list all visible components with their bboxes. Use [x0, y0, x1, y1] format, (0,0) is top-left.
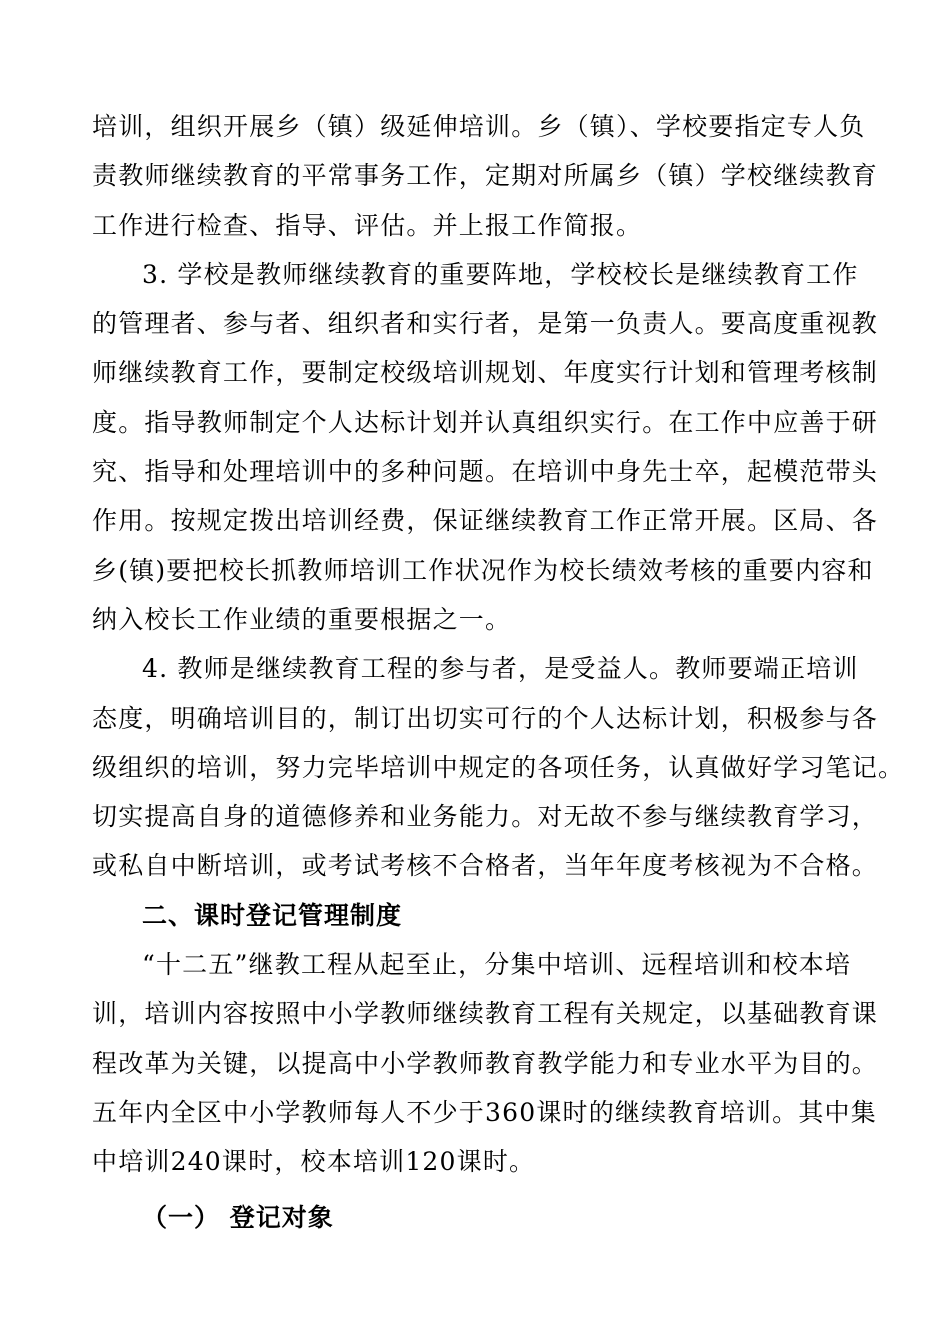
text-line: 或私自中断培训，或考试考核不合格者，当年年度考核视为不合格。	[92, 851, 879, 881]
text-line: 乡(镇)要把校长抓教师培训工作状况作为校长绩效考核的重要内容和	[92, 555, 874, 585]
text-line: 度。指导教师制定个人达标计划并认真组织实行。在工作中应善于研	[92, 407, 879, 437]
text-line: 训，培训内容按照中小学教师继续教育工程有关规定，以基础教育课	[92, 999, 879, 1029]
text-line: 师继续教育工作，要制定校级培训规划、年度实行计划和管理考核制	[92, 358, 879, 388]
text-line: 五年内全区中小学教师每人不少于360课时的继续教育培训。其中集	[92, 1097, 877, 1127]
text-line: 切实提高自身的道德修养和业务能力。对无故不参与继续教育学习，	[92, 802, 879, 832]
text-line: 级组织的培训，努力完毕培训中规定的各项任务，认真做好学习笔记。	[92, 752, 905, 782]
subsection-heading: （一） 登记对象	[142, 1202, 334, 1232]
text-line: 态度，明确培训目的，制订出切实可行的个人达标计划，积极参与各	[92, 703, 879, 733]
text-line: “十二五”继教工程从起至止，分集中培训、远程培训和校本培	[142, 950, 852, 980]
document-page	[92, 102, 905, 1242]
section-heading: 二、课时登记管理制度	[142, 900, 403, 930]
text-line: 工作进行检查、指导、评估。并上报工作简报。	[92, 210, 643, 240]
text-line: 4. 教师是继续教育工程的参与者，是受益人。教师要端正培训	[142, 654, 859, 684]
text-line: 3. 学校是教师继续教育的重要阵地，学校校长是继续教育工作	[142, 259, 859, 289]
text-line: 程改革为关键，以提高中小学教师教育教学能力和专业水平为目的。	[92, 1048, 879, 1078]
text-line: 责教师继续教育的平常事务工作，定期对所属乡（镇）学校继续教育	[92, 161, 879, 191]
text-line: 纳入校长工作业绩的重要根据之一。	[92, 604, 512, 634]
text-line: 培训，组织开展乡（镇）级延伸培训。乡（镇）、学校要指定专人负	[92, 112, 866, 141]
text-line: 中培训240课时，校本培训120课时。	[92, 1147, 536, 1177]
text-line: 作用。按规定拨出培训经费，保证继续教育工作正常开展。区局、各	[92, 506, 879, 536]
text-line: 的管理者、参与者、组织者和实行者，是第一负责人。要高度重视教	[92, 309, 879, 339]
text-line: 究、指导和处理培训中的多种问题。在培训中身先士卒，起模范带头	[92, 457, 879, 487]
